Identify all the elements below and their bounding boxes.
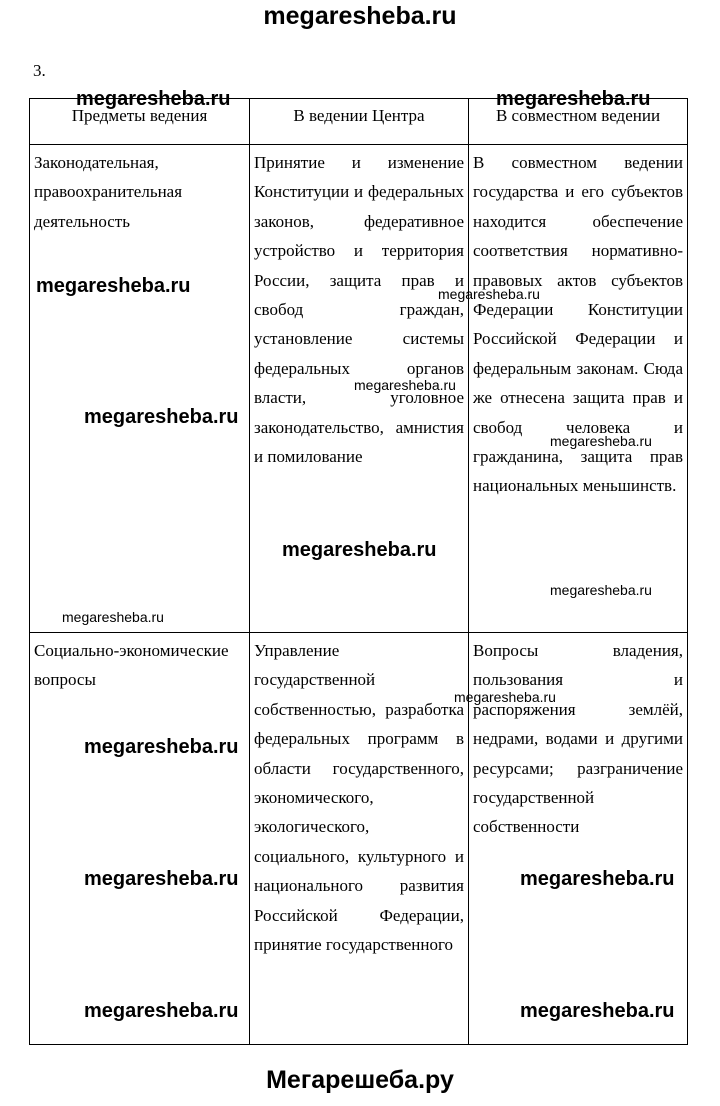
column-header-subjects: Предметы ведения <box>30 99 250 145</box>
watermark: megaresheba.ru <box>354 377 456 393</box>
watermark: megaresheba.ru <box>36 275 191 297</box>
watermark: megaresheba.ru <box>84 406 239 428</box>
table-header-row <box>30 99 688 145</box>
table-row <box>30 145 688 633</box>
row-center-powers: Управление государственной собственностью, разработка федеральных программ в области государственного, экономического, экологического, социального, культурного и национального развития Российской Федерации, принятие государственного <box>250 633 469 1045</box>
watermark: megaresheba.ru <box>520 1000 675 1022</box>
watermark: megaresheba.ru <box>496 88 651 110</box>
watermark: megaresheba.ru <box>84 868 239 890</box>
task-number: 3. <box>33 61 46 80</box>
watermark: megaresheba.ru <box>84 736 239 758</box>
row-joint-powers: В совместном ведении государства и его субъектов находится обеспечение соответствия нормативно-правовых актов субъектов Федерации Конституции Российской Федерации и федеральным законам. Сюда же отнесена защита прав и свобод человека и гражданина, защита прав национальных меньшинств. <box>469 145 688 633</box>
row-joint-powers: Вопросы владения, пользования и распоряжения землёй, недрами, водами и другими ресурсами; разграничение государственной собственности <box>469 633 688 1045</box>
watermark: megaresheba.ru <box>550 582 652 598</box>
watermark: megaresheba.ru <box>282 539 437 561</box>
row-center-powers: Принятие и изменение Конституции и федеральных законов, федеративное устройство и территория России, защита прав и свобод граждан, установление системы федеральных органов власти, уголовное законодательство, амнистия и помилование <box>250 145 469 633</box>
column-header-center: В ведении Центра <box>250 99 469 145</box>
answer-table <box>29 98 688 1045</box>
row-subject: Законодательная, правоохранительная деятельность <box>30 145 250 633</box>
watermark: megaresheba.ru <box>550 433 652 449</box>
site-footer-watermark: Мегарешеба.ру <box>266 1066 454 1094</box>
row-subject: Социально-экономические вопросы <box>30 633 250 1045</box>
watermark: megaresheba.ru <box>438 286 540 302</box>
watermark: megaresheba.ru <box>76 88 231 110</box>
watermark: megaresheba.ru <box>84 1000 239 1022</box>
watermark: megaresheba.ru <box>62 609 164 625</box>
site-header-watermark: megaresheba.ru <box>263 2 457 30</box>
column-header-joint: В совместном ведении <box>469 99 688 145</box>
table-row <box>30 633 688 1045</box>
watermark: megaresheba.ru <box>520 868 675 890</box>
watermark: megaresheba.ru <box>454 689 556 705</box>
